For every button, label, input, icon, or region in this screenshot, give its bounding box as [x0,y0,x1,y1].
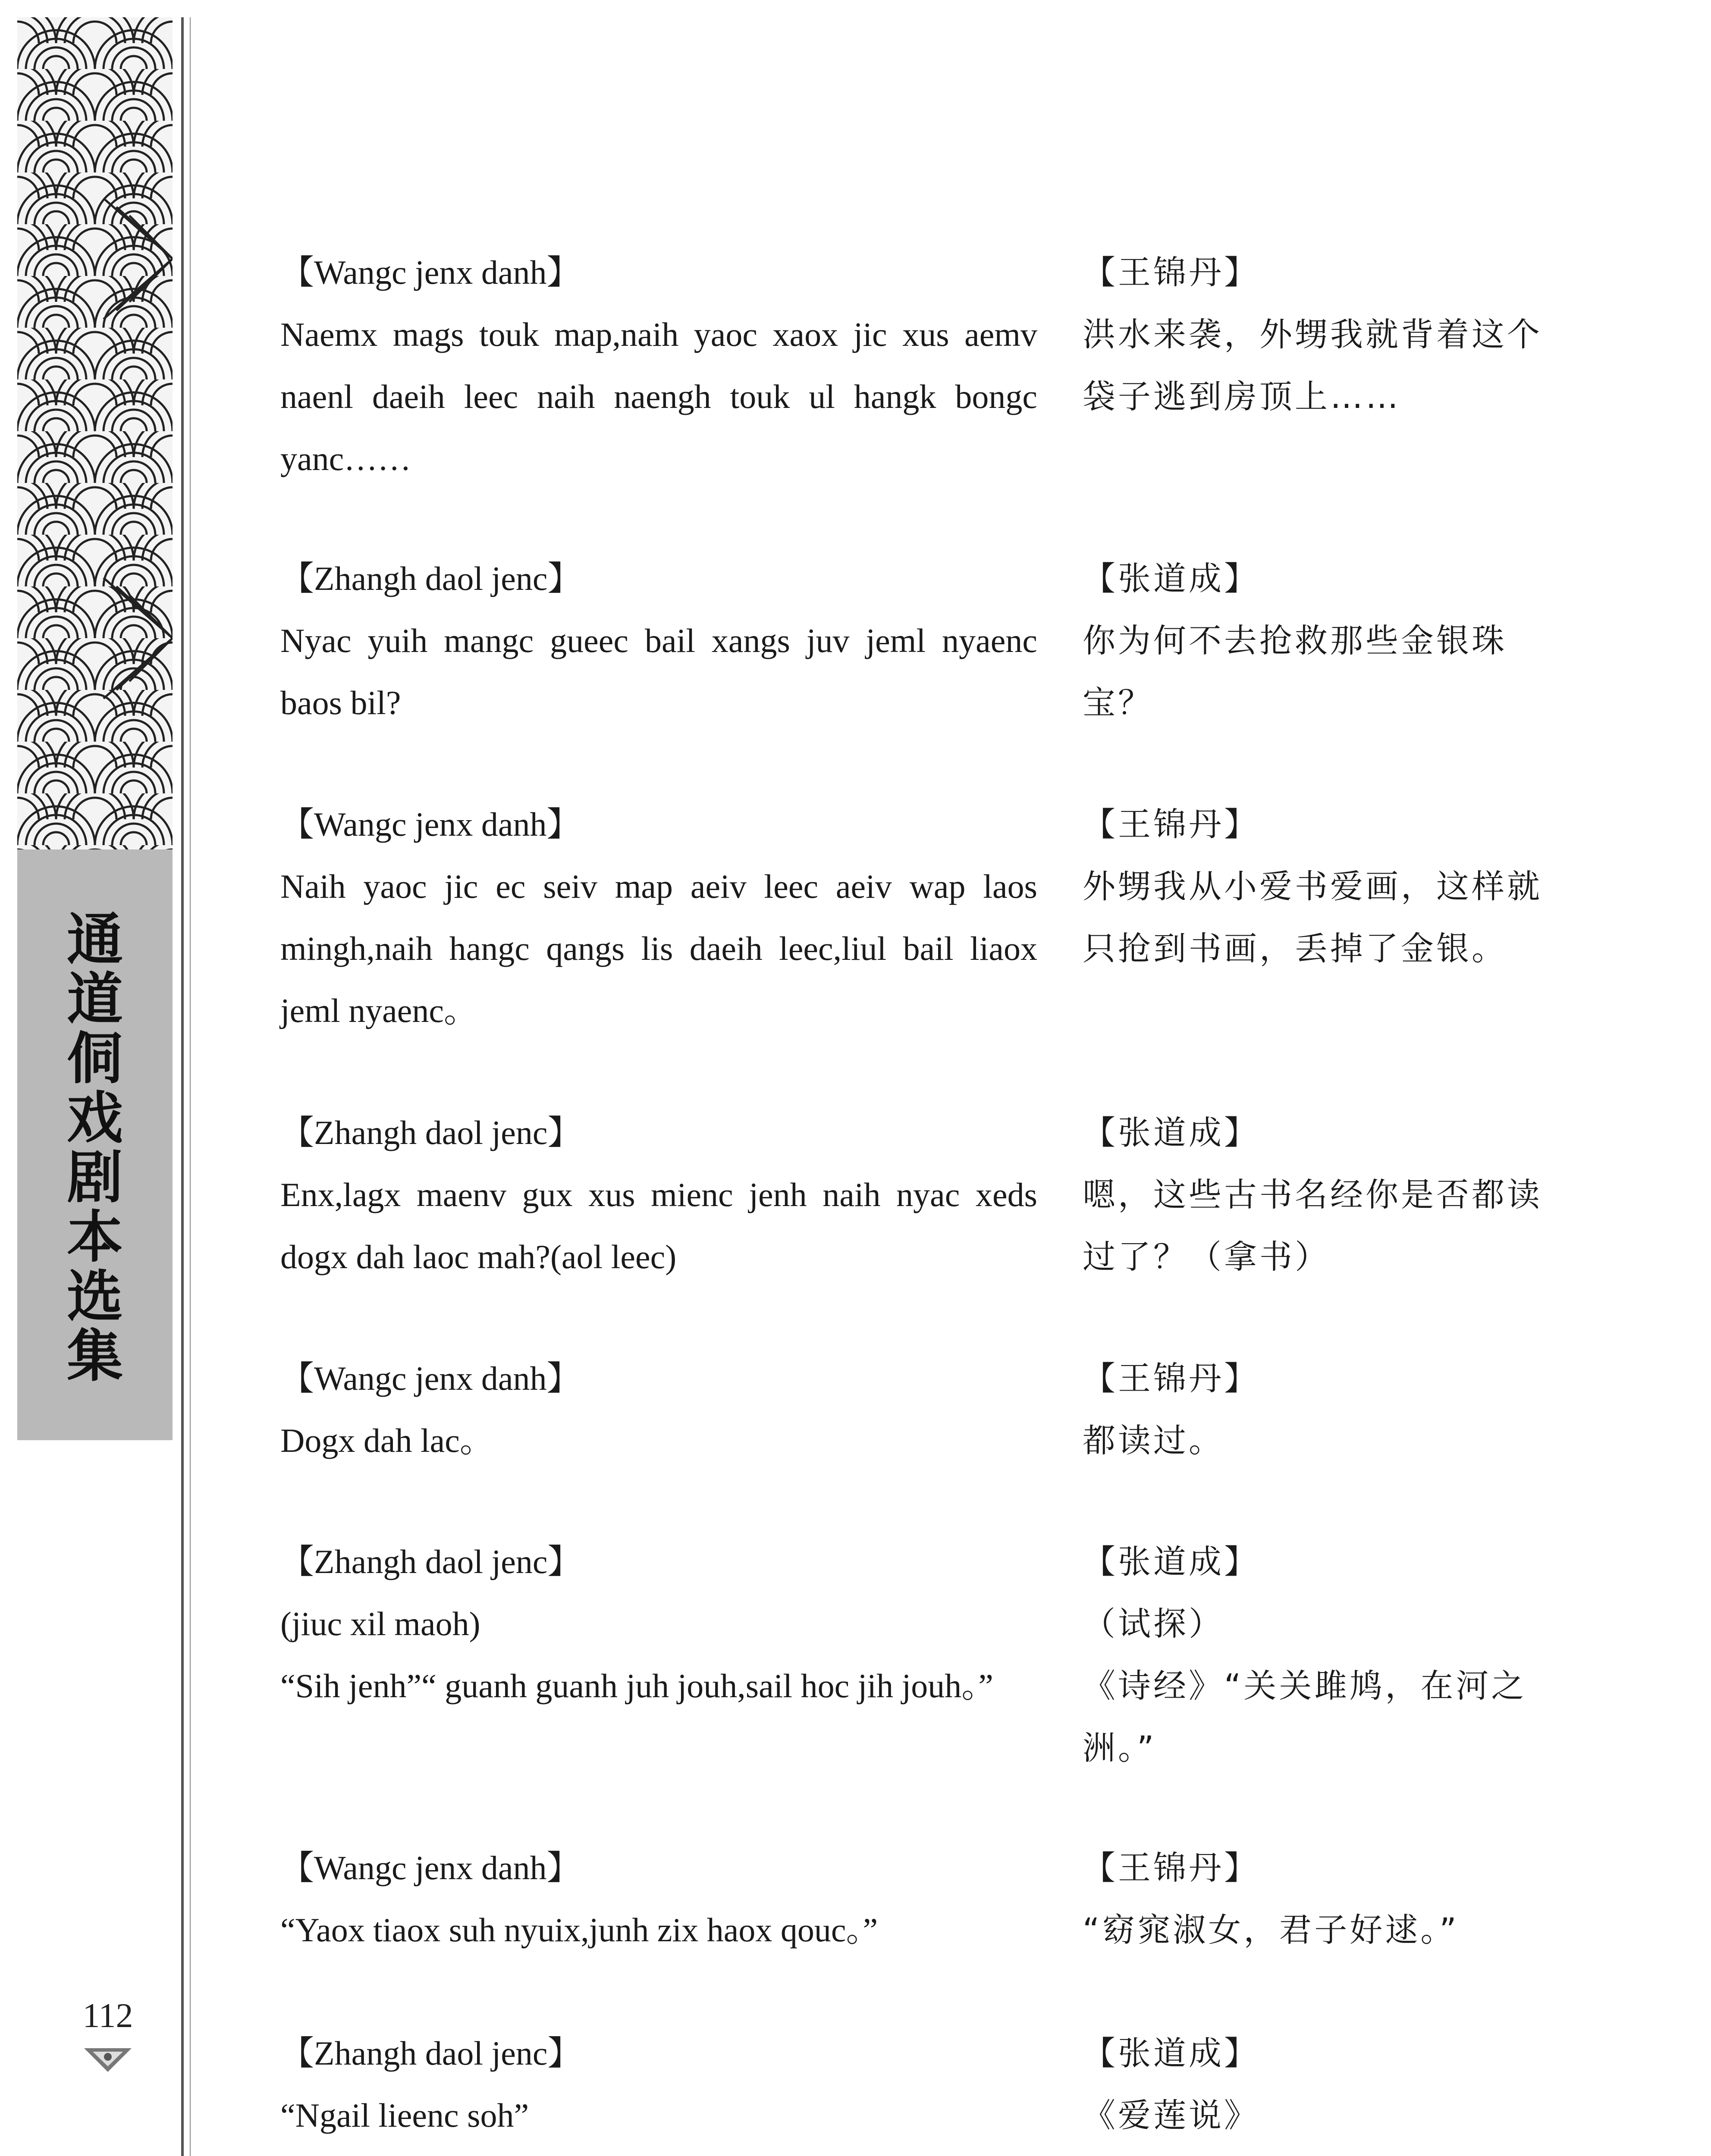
dialogue-line: “Ngail lieenc soh” [280,2096,529,2134]
zhong-text [280,241,1037,490]
wave-pattern-ornament [17,17,173,849]
dialogue-line: Naih yaoc jic ec seiv map aeiv leec aeiv wap laos mingh,naih hangc qangs lis daeih leec,liul bail liaox jeml nyaenc。 [280,868,1037,1029]
speaker-name: 【Wangc jenx danh】 [280,1360,581,1397]
book-title-vertical [17,907,173,1389]
dialogue-line: 外甥我从小爱书爱画，这样就只抢到书画，丢掉了金银。 [1083,867,1542,968]
dialogue-line: “Sih jenh”“ guanh guanh juh jouh,sail hoc jih jouh。” [280,1667,993,1705]
dialogue-line: “Yaox tiaox suh nyuix,junh zix haox qouc。” [280,1911,878,1949]
speaker-name: 【Zhangh daol jenc】 [280,1543,581,1580]
speaker-name: 【Zhangh daol jenc】 [280,1114,581,1151]
book-title-char: 通 [66,907,123,972]
dialogue-line: 都读过。 [1083,1421,1224,1460]
book-title-char: 道 [66,966,123,1032]
chinese-text [1083,241,1561,428]
chinese-text [1083,1102,1561,1288]
zhong-text [280,2022,1037,2147]
dialogue-line: Naemx mags touk map,naih yaoc xaox jic xus aemv naenl daeih leec naih naengh touk ul hangk bongc yanc…… [280,316,1037,477]
speaker-name: 【Zhangh daol jenc】 [280,2034,581,2072]
speaker-name: 【王锦丹】 [1083,1359,1259,1398]
chinese-text [1083,1837,1561,1961]
dialogue-line: 你为何不去抢救那些金银珠宝？ [1083,621,1507,722]
dialogue-line: Nyac yuih mangc gueec bail xangs juv jeml nyaenc baos bil? [280,622,1037,721]
chinese-text [1083,2022,1561,2147]
book-title-char: 侗 [66,1026,123,1091]
book-title-char: 集 [66,1323,123,1389]
zhong-text [280,548,1037,734]
speaker-name: 【王锦丹】 [1083,1849,1259,1887]
dialogue-line: “窈窕淑女，君子好逑。” [1083,1911,1459,1949]
stage-direction: (jiuc xil maoh) [280,1605,480,1642]
page-number: 112 [82,1997,133,2035]
chinese-text [1083,793,1561,980]
zhong-text [280,1102,1037,1288]
zhong-text [280,1348,1037,1472]
dialogue-line: 《诗经》“关关雎鸠，在河之洲。” [1083,1667,1527,1767]
zhong-text [280,1531,1037,1717]
book-title-char: 选 [66,1264,123,1329]
book-title-char: 本 [66,1204,123,1270]
speaker-name: 【王锦丹】 [1083,805,1259,843]
book-title-char: 戏 [66,1085,123,1151]
speaker-name: 【Zhangh daol jenc】 [280,560,581,597]
speaker-name: 【王锦丹】 [1083,253,1259,291]
speaker-name: 【Wangc jenx danh】 [280,805,581,843]
speaker-name: 【张道成】 [1083,2034,1259,2072]
stage-direction: （试探） [1083,1604,1224,1643]
speaker-name: 【Wangc jenx danh】 [280,254,581,291]
dialogue-line: Enx,lagx maenv gux xus mienc jenh naih nyac xeds dogx dah laoc mah?(aol leec) [280,1176,1037,1275]
page-ornament-icon [84,2044,132,2074]
speaker-name: 【Wangc jenx danh】 [280,1849,581,1887]
chinese-text [1083,1348,1561,1472]
zhong-text [280,1837,1037,1961]
speaker-name: 【张道成】 [1083,1542,1259,1581]
chinese-text [1083,548,1561,734]
margin-rule [181,17,184,2156]
speaker-name: 【张道成】 [1083,1113,1259,1152]
dialogue-line: 《爱莲说》 [1083,2096,1259,2134]
margin-rule-thin [190,17,191,2156]
book-title-char: 剧 [66,1145,123,1210]
chinese-text [1083,1531,1561,1779]
dialogue-line: 嗯，这些古书名经你是否都读过了？（拿书） [1083,1175,1542,1276]
speaker-name: 【张道成】 [1083,559,1259,598]
dialogue-line: Dogx dah lac。 [280,1422,493,1459]
zhong-text [280,793,1037,1042]
dialogue-line: 洪水来袭，外甥我就背着这个袋子逃到房顶上…… [1083,315,1542,416]
